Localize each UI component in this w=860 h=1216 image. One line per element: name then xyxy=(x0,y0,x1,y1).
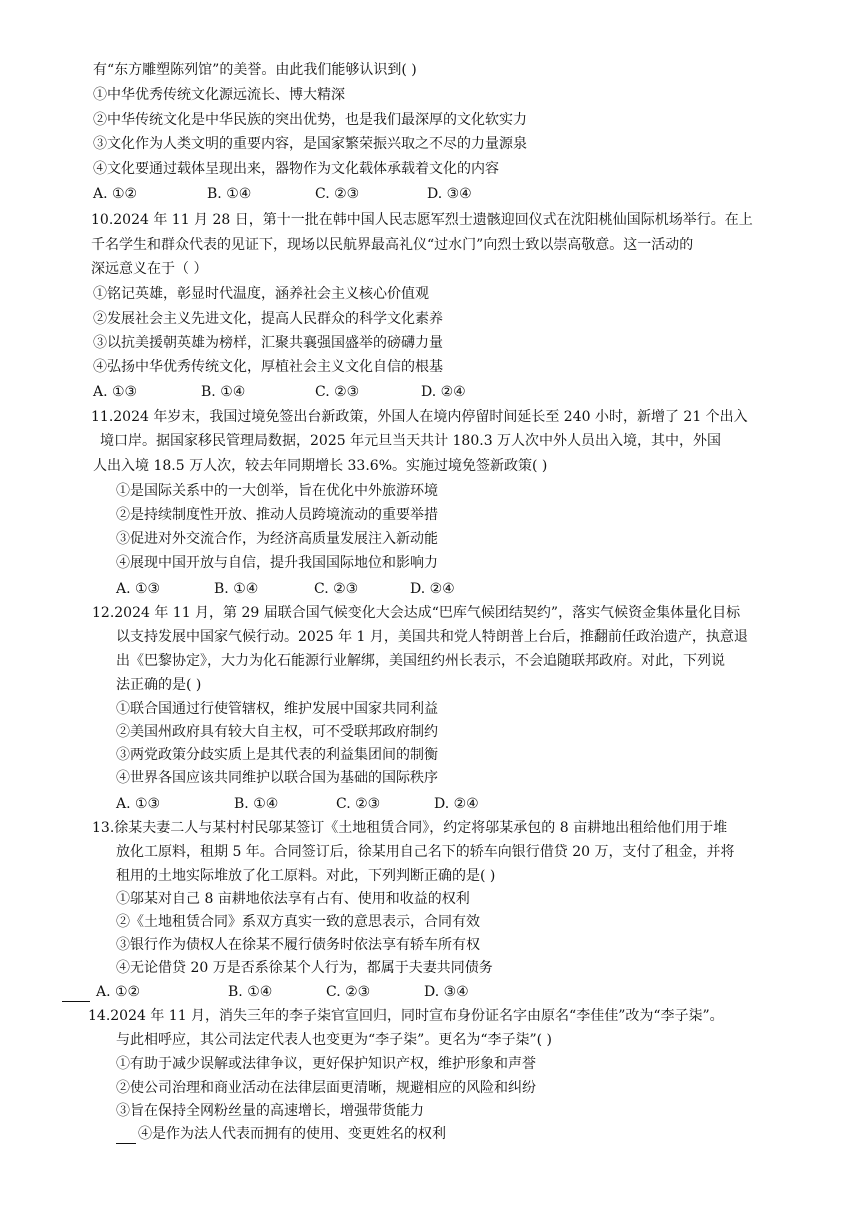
q9-item-3: ③文化作为人类文明的重要内容，是国家繁荣振兴取之不尽的力量源泉 xyxy=(93,136,527,152)
q14-answer-blank xyxy=(116,1124,138,1144)
q11-item-4: ④展现中国开放与自信，提升我国国际地位和影响力 xyxy=(116,555,438,571)
q13-answer-blank xyxy=(62,982,92,1002)
q14-item-2: ②使公司治理和商业活动在法律层面更清晰，规避相应的风险和纠纷 xyxy=(116,1080,536,1096)
q14-item-3: ③旨在保持全网粉丝量的高速增长，增强带货能力 xyxy=(116,1103,424,1119)
q12-item-3: ③两党政策分歧实质上是其代表的利益集团间的制衡 xyxy=(116,747,438,763)
q11-stem-line-1: 11.2024 年岁末，我国过境免签出台新政策，外国人在境内停留时间延长至 240 小时，新增了 21 个出入 xyxy=(91,409,748,425)
q9-stem-tail: 有“东方雕塑陈列馆”的美誉。由此我们能够认识到( ) xyxy=(93,62,417,78)
q12-stem-line-2: 以支持发展中国家气候行动。2025 年 1 月，美国共和党人特朗普上台后，推翻前任政治遗产，执意退 xyxy=(116,629,748,645)
q14-stem-line-2: 与此相呼应，其公司法定代表人也变更为“李子柒”。更名为“李子柒”( ) xyxy=(116,1032,553,1048)
q14-item-4: ④是作为法人代表而拥有的使用、变更姓名的权利 xyxy=(138,1126,446,1142)
q13-item-4: ④无论借贷 20 万是否系徐某个人行为，都属于夫妻共同债务 xyxy=(116,960,493,976)
q12-item-4: ④世界各国应该共同维护以联合国为基础的国际秩序 xyxy=(116,770,438,786)
q11-item-3: ③促进对外交流合作，为经济高质量发展注入新动能 xyxy=(116,531,438,547)
q12-option-b: B. ①④ xyxy=(234,796,279,812)
q12-stem-line-1: 12.2024 年 11 月，第 29 届联合国气候变化大会达成“巴库气候团结契约”，落实气候资金集体量化目标 xyxy=(92,605,741,621)
q12-item-1: ①联合国通过行使管辖权，维护发展中国家共同利益 xyxy=(116,701,438,717)
q12-option-a: A. ①③ xyxy=(116,796,161,812)
q11-option-c: C. ②③ xyxy=(314,581,359,597)
q10-option-b: B. ①④ xyxy=(201,384,246,400)
q13-stem-line-2: 放化工原料，租期 5 年。合同签订后，徐某用自己名下的轿车向银行借贷 20 万，支付了租金，并将 xyxy=(116,844,735,860)
q13-option-a: A. ①② xyxy=(96,984,141,1000)
q13-item-1: ①邬某对自己 8 亩耕地依法享有占有、使用和收益的权利 xyxy=(116,891,470,907)
q11-option-a: A. ①③ xyxy=(116,581,161,597)
q13-option-d: D. ③④ xyxy=(424,984,469,1000)
q10-option-c: C. ②③ xyxy=(315,384,360,400)
q12-item-2: ②美国州政府具有较大自主权，可不受联邦政府制约 xyxy=(116,724,438,740)
q10-item-2: ②发展社会主义先进文化，提高人民群众的科学文化素养 xyxy=(93,311,443,327)
q11-option-d: D. ②④ xyxy=(410,581,455,597)
q14-stem-line-1: 14.2024 年 11 月，消失三年的李子柒官宣回归，同时宣布身份证名字由原名“李佳佳”改为“李子柒”。 xyxy=(88,1008,724,1024)
q13-option-c: C. ②③ xyxy=(326,984,371,1000)
q13-stem-line-3: 租用的土地实际堆放了化工原料。对此，下列判断正确的是( ) xyxy=(116,868,496,884)
q13-item-3: ③银行作为债权人在徐某不履行债务时依法享有轿车所有权 xyxy=(116,937,480,953)
q9-item-2: ②中华传统文化是中华民族的突出优势，也是我们最深厚的文化软实力 xyxy=(93,112,527,128)
q10-item-3: ③以抗美援朝英雄为榜样，汇聚共襄强国盛举的磅礴力量 xyxy=(93,335,443,351)
q9-option-b: B. ①④ xyxy=(207,186,252,202)
q11-stem-line-3: 人出入境 18.5 万人次，较去年同期增长 33.6%。实施过境免签新政策( ) xyxy=(93,458,548,474)
q13-item-2: ②《土地租赁合同》系双方真实一致的意思表示，合同有效 xyxy=(116,914,480,930)
q13-stem-line-1: 13.徐某夫妻二人与某村村民邬某签订《土地租赁合同》，约定将邬某承包的 8 亩耕地出租给他们用于堆 xyxy=(92,820,728,836)
q9-option-a: A. ①② xyxy=(93,186,138,202)
q10-stem-line-2: 千名学生和群众代表的见证下，现场以民航界最高礼仪“过水门”向烈士致以崇高敬意。这一活动的 xyxy=(91,237,694,253)
q10-stem-line-3: 深远意义在于（ ） xyxy=(91,261,208,277)
q9-option-d: D. ③④ xyxy=(427,186,472,202)
q10-item-1: ①铭记英雄，彰显时代温度，涵养社会主义核心价值观 xyxy=(93,286,429,302)
q11-stem-line-2: 境口岸。据国家移民管理局数据，2025 年元旦当天共计 180.3 万人次中外人员出入境，其中，外国 xyxy=(100,433,722,449)
q12-stem-line-3: 出《巴黎协定》，大力为化石能源行业解绑，美国纽约州长表示，不会追随联邦政府。对此，下列说 xyxy=(116,653,725,669)
q12-option-c: C. ②③ xyxy=(336,796,381,812)
q12-option-d: D. ②④ xyxy=(434,796,479,812)
q9-item-4: ④文化要通过载体呈现出来，器物作为文化载体承载着文化的内容 xyxy=(93,161,499,177)
q9-option-c: C. ②③ xyxy=(315,186,360,202)
q11-item-2: ②是持续制度性开放、推动人员跨境流动的重要举措 xyxy=(116,507,438,523)
q13-option-b: B. ①④ xyxy=(228,984,273,1000)
q10-stem-line-1: 10.2024 年 11 月 28 日，第十一批在韩中国人民志愿军烈士遗骸迎回仪式在沈阳桃仙国际机场举行。在上 xyxy=(91,212,753,228)
q11-option-b: B. ①④ xyxy=(214,581,259,597)
q9-item-1: ①中华优秀传统文化源远流长、博大精深 xyxy=(93,87,345,103)
q10-item-4: ④弘扬中华优秀传统文化，厚植社会主义文化自信的根基 xyxy=(93,359,443,375)
q10-option-d: D. ②④ xyxy=(421,384,466,400)
q11-item-1: ①是国际关系中的一大创举，旨在优化中外旅游环境 xyxy=(116,483,438,499)
q10-option-a: A. ①③ xyxy=(93,384,138,400)
q12-stem-line-4: 法正确的是( ) xyxy=(116,677,202,693)
q14-item-1: ①有助于减少误解或法律争议，更好保护知识产权，维护形象和声誉 xyxy=(116,1056,536,1072)
